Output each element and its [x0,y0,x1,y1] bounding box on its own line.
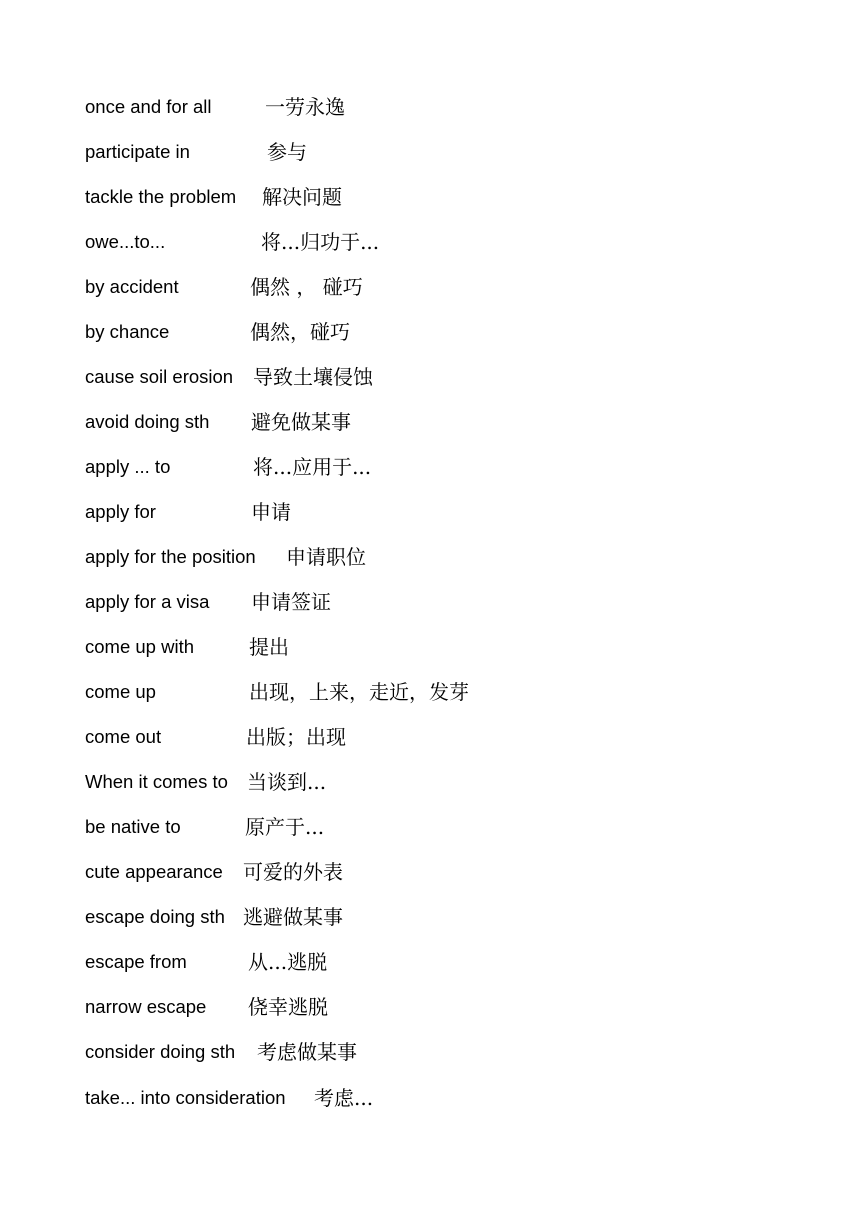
english-phrase: avoid doing sth [85,411,210,432]
english-phrase: once and for all [85,96,212,117]
chinese-meaning: 当谈到... [247,770,327,794]
english-phrase: tackle the problem [85,186,237,207]
chinese-meaning: 提出 [249,635,289,659]
english-phrase: come up with [85,636,194,657]
chinese-meaning: 考虑... [314,1086,374,1110]
english-phrase: participate in [85,141,190,162]
chinese-meaning: 逃避做某事 [243,905,343,929]
chinese-meaning: 可爱的外表 [243,860,343,884]
chinese-meaning: 将...归功于... [261,230,380,254]
chinese-meaning: 原产于... [245,815,325,839]
english-phrase: When it comes to [85,771,228,792]
chinese-meaning: 考虑做某事 [257,1040,357,1064]
english-phrase: escape doing sth [85,906,225,927]
chinese-meaning: 一劳永逸 [265,95,345,119]
english-phrase: cute appearance [85,861,223,882]
english-phrase: escape from [85,951,187,972]
english-phrase: take... into consideration [85,1087,286,1108]
chinese-meaning: 偶然，碰巧 [250,320,350,344]
english-phrase: be native to [85,816,181,837]
chinese-meaning: 从...逃脱 [248,950,328,974]
english-phrase: come out [85,726,162,747]
chinese-meaning: 申请职位 [286,545,366,569]
english-phrase: come up [85,681,156,702]
chinese-meaning: 避免做某事 [251,410,351,434]
chinese-meaning: 申请签证 [251,590,331,614]
chinese-meaning: 偶然 ， 碰巧 [250,275,363,299]
english-phrase: owe...to... [85,231,166,252]
chinese-meaning: 参与 [267,140,307,164]
english-phrase: narrow escape [85,996,207,1017]
english-phrase: apply for the position [85,546,256,567]
english-phrase: by chance [85,321,170,342]
chinese-meaning: 导致土壤侵蚀 [253,365,373,389]
chinese-meaning: 出版；出现 [246,725,346,749]
english-phrase: cause soil erosion [85,366,234,387]
english-phrase: apply for [85,501,156,522]
english-phrase: consider doing sth [85,1041,236,1062]
chinese-meaning: 申请 [251,500,291,524]
english-phrase: apply ... to [85,456,171,477]
chinese-meaning: 出现，上来，走近，发芽 [249,680,469,704]
english-phrase: apply for a visa [85,591,210,612]
english-phrase: by accident [85,276,179,297]
chinese-meaning: 解决问题 [262,185,342,209]
chinese-meaning: 将...应用于... [253,455,372,479]
chinese-meaning: 侥幸逃脱 [248,995,328,1019]
